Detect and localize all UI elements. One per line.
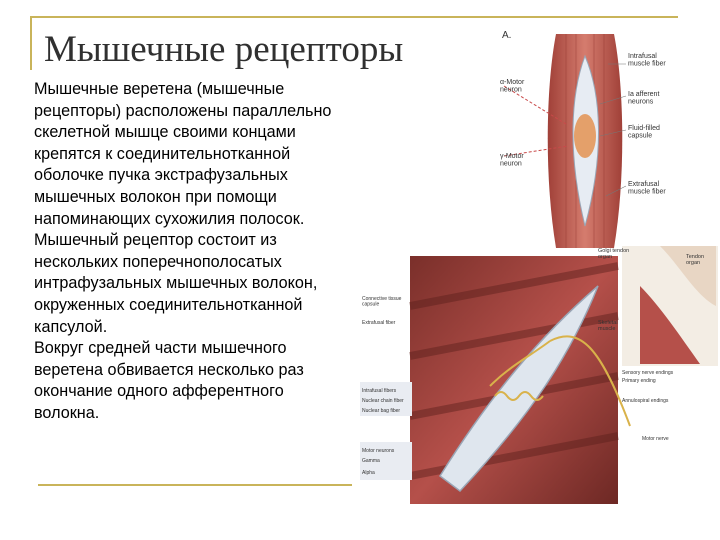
title-left-rule xyxy=(30,16,32,70)
slide-title: Мышечные рецепторы xyxy=(44,29,404,70)
label-golgi-tendon: Golgi tendon organ xyxy=(598,248,630,261)
label-extrafusal-b: Extrafusal fiber xyxy=(362,320,396,326)
muscle-spindle-figure-a xyxy=(496,26,686,254)
label-alpha: Alpha xyxy=(362,470,375,476)
figure-a-letter: A. xyxy=(502,30,512,41)
label-gamma-motor: γ-Motor neuron xyxy=(500,153,524,168)
label-gamma: Gamma xyxy=(362,458,380,464)
muscle-spindle-figure-b xyxy=(340,246,718,508)
paragraph-3: Вокруг средней части мышечного веретена обвивается несколько раз окончание одного афферентного волокна. xyxy=(34,339,304,422)
label-motor: Motor nerve xyxy=(642,436,669,442)
label-nuclear-bag: Nuclear bag fiber xyxy=(362,408,401,414)
paragraph-1: Мышечные веретена (мышечные рецепторы) расположены параллельно скелетной мышце своими концами крепятся к соединительнотканной оболочке пучка экстрафузальных мышечных волокон при помощи напоминающих сухожилия полосок. xyxy=(34,80,332,228)
label-tendon-organ: Tendon organ xyxy=(686,254,705,267)
label-alpha-motor: α-Motor neuron xyxy=(500,79,525,94)
label-nuclear-chain: Nuclear chain fiber xyxy=(362,398,404,404)
label-sensory-endings: Sensory nerve endings xyxy=(622,370,674,376)
slide-body-text xyxy=(34,79,374,425)
label-afferent: Ia afferent neurons xyxy=(628,91,660,106)
text-bottom-rule xyxy=(38,484,352,486)
label-motor-neurons: Motor neurons xyxy=(362,448,395,454)
label-fluid-capsule: Fluid-filled capsule xyxy=(628,125,660,140)
label-annulospiral: Annulospiral endings xyxy=(622,398,669,404)
label-extrafusal: Extrafusal muscle fiber xyxy=(628,181,666,196)
label-skeletal-muscle: Skeletal muscle xyxy=(598,320,618,333)
label-intrafusal: Intrafusal muscle fiber xyxy=(628,53,666,68)
title-top-rule xyxy=(30,16,678,18)
label-primary: Primary ending xyxy=(622,378,656,384)
paragraph-2: Мышечный рецептор состоит из нескольких поперечнополосатых интрафузальных мышечных волокон, окруженных соединительнотканной капсулой. xyxy=(34,231,318,336)
spindle-center xyxy=(574,114,596,158)
label-intrafusal-b: Intrafusal fibers xyxy=(362,388,397,394)
label-capsule: Connective tissue capsule xyxy=(362,296,402,308)
